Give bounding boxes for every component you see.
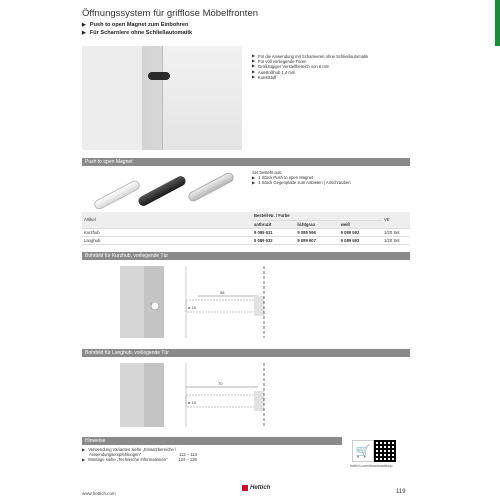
list-item: ▶ 1 Stück Gegenplatte zum Anbieten | Anschrauben [252,180,351,186]
subtitle-1 [82,22,188,28]
list-item: Anwendungsempfehlungen" 112 – 113 [89,452,198,458]
arrow-icon: ▶ [252,64,255,69]
drilling-diagram [82,262,410,348]
order-table [82,212,410,245]
list-item: ▶ Für die Anwendung mit Scharnieren ohne Schließautomatik [252,54,369,59]
footer-url[interactable]: www.hettich.com [82,491,116,496]
section-bar-drawing-long: Bohrbild für Langhub, vorliegende Tür [82,349,410,357]
product-photo [82,46,242,150]
table-row: Kurzhub 9 089 631 9 089 596 9 089 592 1/20 Set [82,228,410,236]
qr-caption: hettich.com/downloadshop [350,464,393,468]
magnet-anthracite [137,174,188,207]
page-number: 119 [396,489,406,495]
drilling-diagram [82,359,410,435]
arrow-icon: ▶ [252,175,256,181]
subtitle-2 [82,30,192,36]
magnet-lightgrey [187,171,236,203]
feature-list [252,54,368,80]
brand-name: Hettich [250,485,271,491]
arrow-icon: ▶ [82,447,86,452]
list-item: ▶ Verwendung Varianten siehe „Einsatzbereiche / [82,447,177,452]
arrow-icon: ▶ [82,22,86,28]
set-info [252,170,351,186]
arrow-icon: ▶ [82,457,86,463]
header-order: Bestell-Nr. / Farbe [252,212,382,220]
header-color: anthrazit [252,220,295,228]
door-section [144,363,164,427]
door-panel [162,46,242,150]
table-row: Langhub 9 089 632 9 089 607 9 089 593 1/20 Set [82,236,410,244]
magnet-variants-photo [86,170,236,216]
qr-code[interactable] [374,440,396,462]
drilling-drawing-long [82,359,410,445]
arrow-icon: ▶ [252,180,256,186]
magnet-white [93,179,142,211]
set-info-title: Set besteht aus: [252,170,283,175]
dimension-diameter: ø 10 [188,305,197,310]
arrow-icon: ▶ [252,74,255,79]
header-color: weiß [339,220,382,228]
drilling-drawing-short [82,262,410,348]
strike-plate [254,296,264,316]
shopping-cart-icon[interactable]: 🛒 [352,440,374,462]
header-color: lichtgrau [295,220,338,228]
header-article: Artikel [82,212,252,228]
dimension-length: 58 [220,290,225,295]
subtitle-text: Push to open Magnet zum Einbohren [89,22,189,28]
list-item: ▶ Großzügiger Verstellbereich von 6 mm [252,64,330,70]
page-title: Öffnungssystem für grifflose Möbelfronten [82,8,259,19]
strike-plate [254,391,264,411]
dimension-length: 70 [218,381,223,386]
section-bar-drawing-short: Bohrbild für Kurzhub, vorliegende Tür [82,252,410,260]
bore-outline [186,300,258,312]
list-item: ▶ 1 Stück Push to open Magnet [252,175,314,181]
arrow-icon: ▶ [252,54,255,58]
dimension-diameter: ø 10 [188,400,197,405]
table-header-row [82,212,410,220]
logo-mark-icon [242,485,248,491]
brand-logo [242,485,270,491]
drill-hole [151,302,159,310]
chapter-tab [495,0,500,46]
list-item: ▶ Ausstoßhub 1,4 mm [252,69,296,75]
header-ve: VE [382,212,410,228]
bore-outline [186,395,258,407]
arrow-icon: ▶ [82,30,86,36]
arrow-icon: ▶ [252,59,255,64]
magnet-photo [148,72,170,80]
section-bar-hints: Hinweise [82,437,342,445]
hints-list [82,447,197,463]
list-item: ▶ Für voll vorliegende Türen [252,59,307,65]
subtitle-text: Für Scharniere ohne Schließautomatik [89,30,193,36]
list-item: ▶ Montage siehe „Technische Informationen" 124 – 126 [82,457,197,463]
section-bar-product: Push to open Magnet [82,158,410,166]
list-item: ▶ Kunststoff [252,74,277,80]
cabinet-side [82,46,142,150]
arrow-icon: ▶ [252,69,255,74]
